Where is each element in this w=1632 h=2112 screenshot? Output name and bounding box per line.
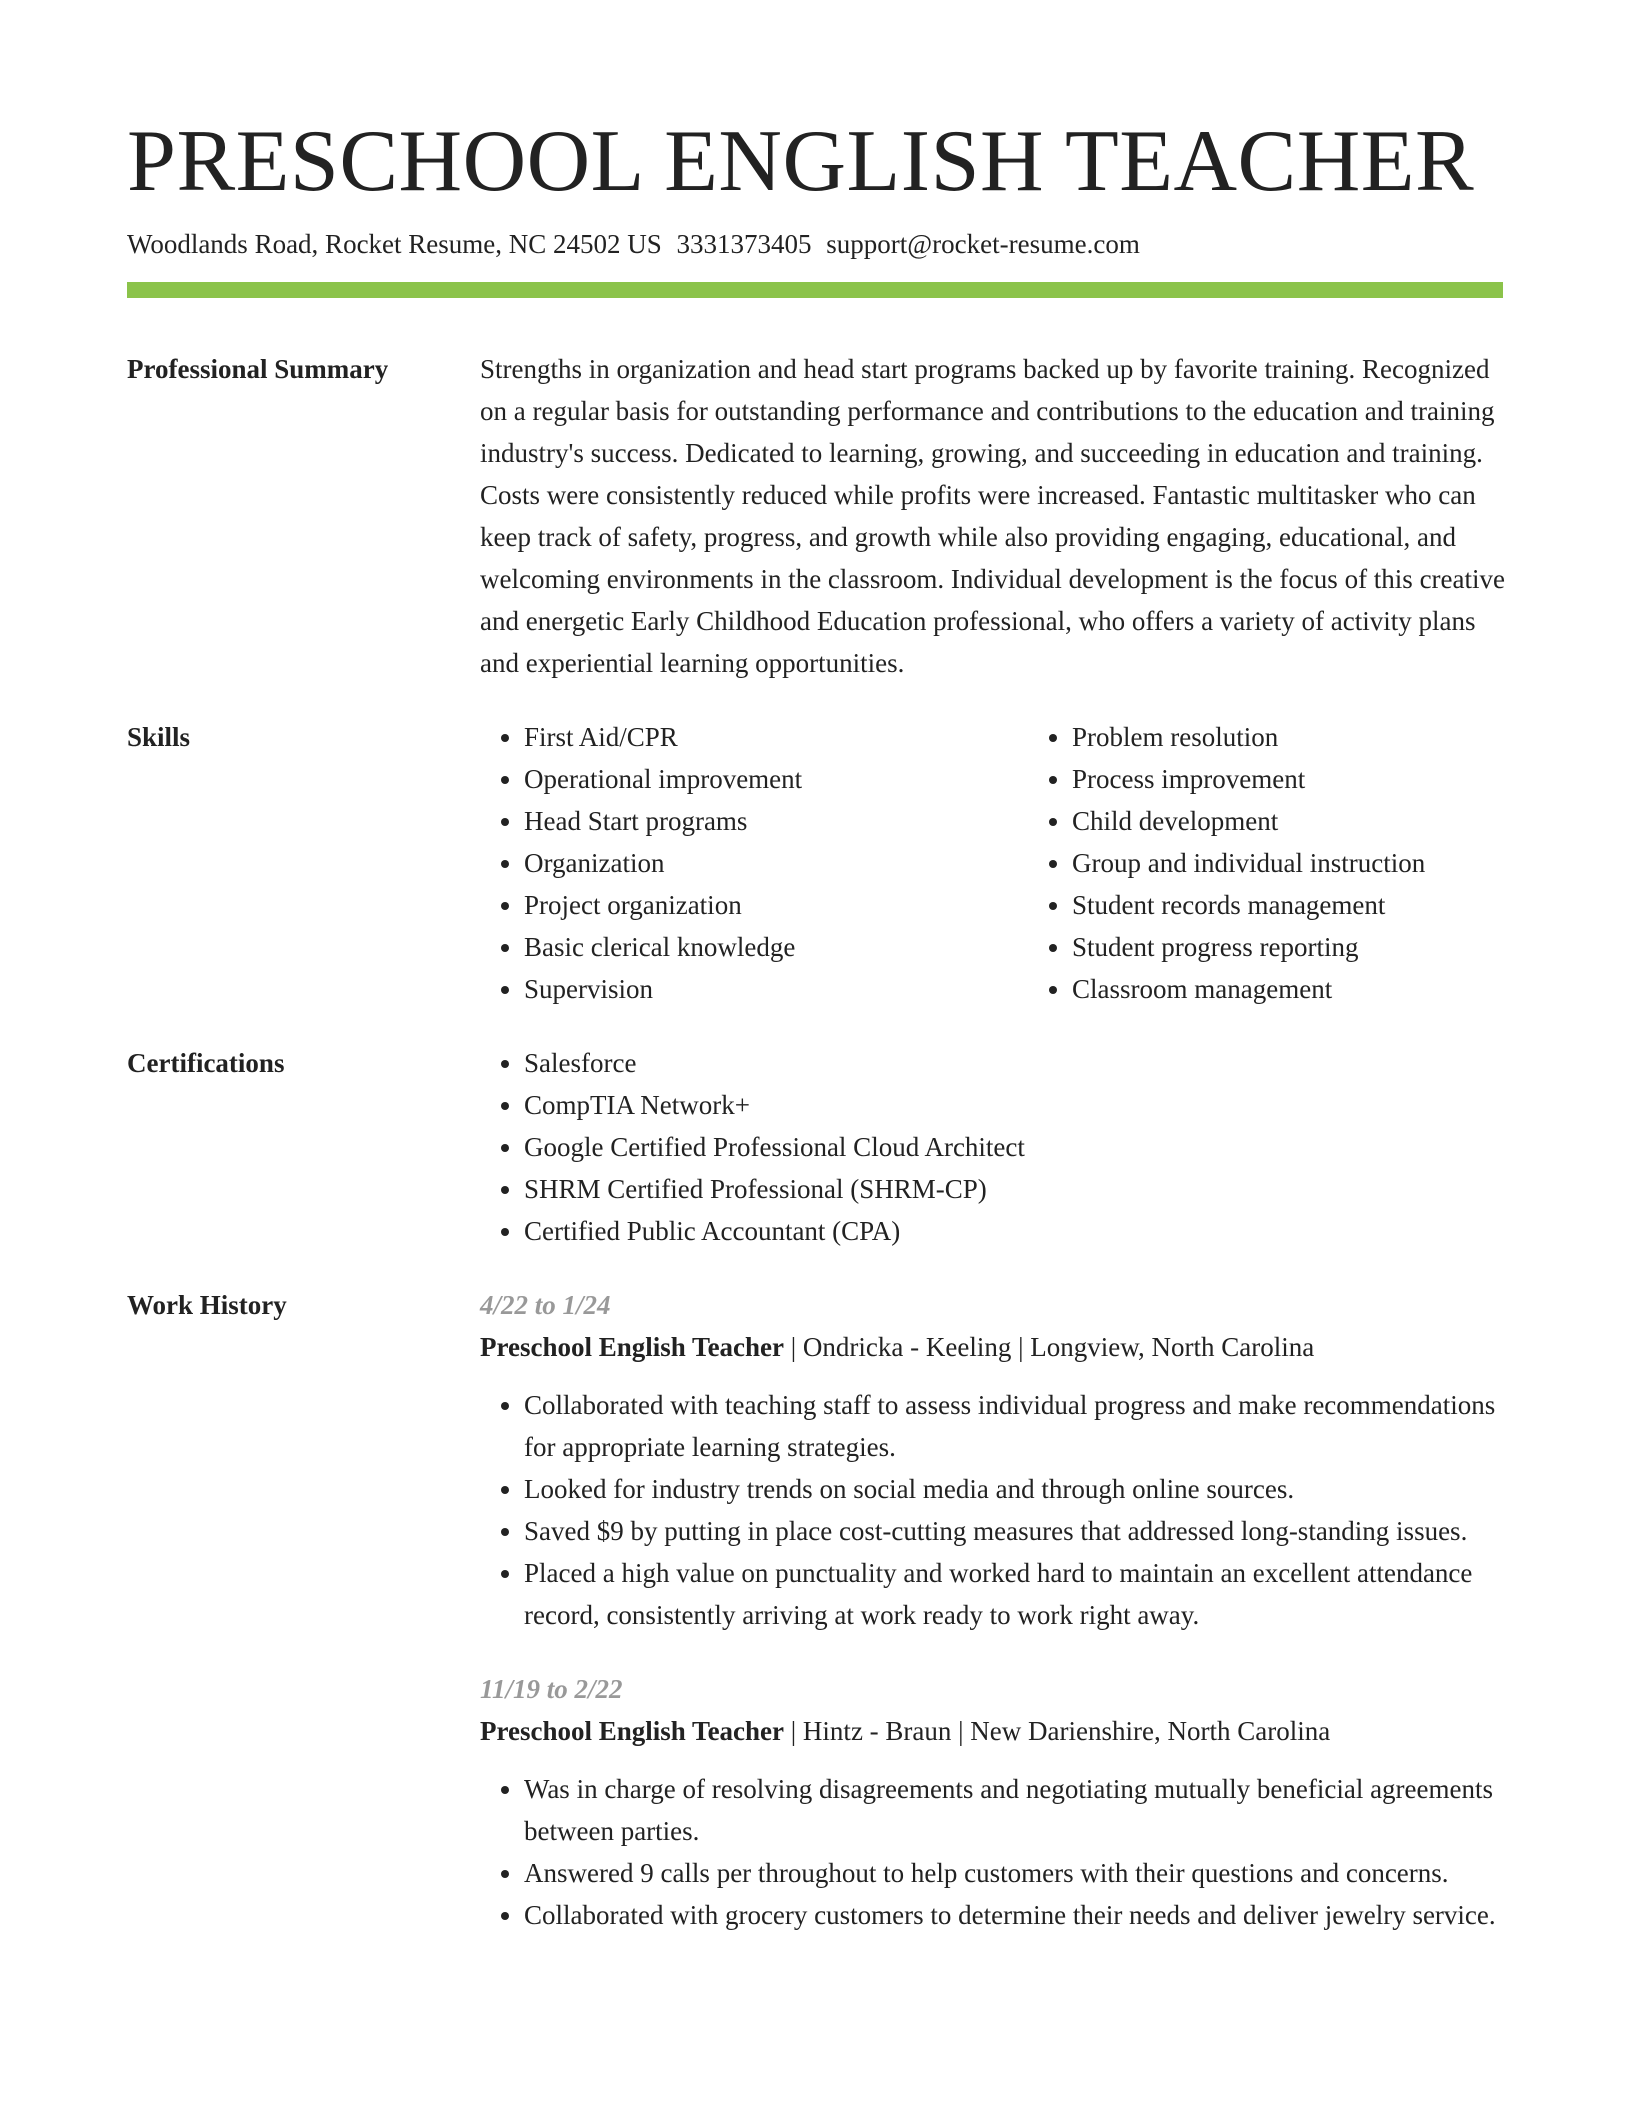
job-details: | Ondricka - Keeling | Longview, North Carolina	[784, 1332, 1315, 1363]
header-divider	[127, 282, 1503, 298]
skills-columns	[480, 716, 1576, 1010]
skill-item: • Process improvement	[1072, 758, 1576, 800]
resume-name: PRESCHOOL ENGLISH TEACHER	[127, 113, 1475, 210]
skill-item: • Student progress reporting	[1072, 926, 1576, 968]
skill-item: • Basic clerical knowledge	[524, 926, 1028, 968]
job-entry	[480, 1668, 1505, 1936]
certifications-section	[127, 1042, 1505, 1252]
job-bullet: • Collaborated with teaching staff to assess individual progress and make recommendations for appropriate learning strategies.	[524, 1384, 1505, 1468]
certifications-body	[480, 1042, 1505, 1252]
job-entry	[480, 1284, 1505, 1636]
skill-item: • Problem resolution	[1072, 716, 1576, 758]
skill-item: • Organization	[524, 842, 1028, 884]
skills-list-right	[1028, 716, 1576, 1010]
summary-label: Professional Summary	[127, 354, 389, 385]
certifications-list	[480, 1042, 1505, 1252]
job-heading	[480, 1710, 1505, 1752]
job-title: Preschool English Teacher	[480, 1332, 785, 1363]
job-bullet: • Placed a high value on punctuality and worked hard to maintain an excellent attendance record, consistently arriving at work ready to work right away.	[524, 1552, 1505, 1636]
skills-label: Skills	[127, 722, 191, 753]
contact-address: Woodlands Road, Rocket Resume, NC 24502 US	[127, 229, 662, 259]
job-bullet: • Collaborated with grocery customers to determine their needs and deliver jewelry service.	[524, 1894, 1505, 1936]
skill-item: • Group and individual instruction	[1072, 842, 1576, 884]
contact-phone: 3331373405	[676, 229, 812, 259]
skill-item: • Head Start programs	[524, 800, 1028, 842]
certification-item: • Google Certified Professional Cloud Architect	[524, 1126, 1505, 1168]
skill-item: • Supervision	[524, 968, 1028, 1010]
job-title: Preschool English Teacher	[480, 1716, 785, 1747]
job-heading	[480, 1326, 1505, 1368]
skills-list-left	[480, 716, 1028, 1010]
job-bullet: • Answered 9 calls per throughout to help customers with their questions and concerns.	[524, 1852, 1505, 1894]
contact-line	[127, 228, 1505, 260]
summary-section	[127, 348, 1505, 684]
skill-item: • Classroom management	[1072, 968, 1576, 1010]
contact-email: support@rocket-resume.com	[826, 229, 1140, 259]
certifications-label: Certifications	[127, 1048, 285, 1079]
work-history-label: Work History	[127, 1290, 287, 1321]
job-bullets	[480, 1384, 1505, 1636]
job-bullet: • Saved $9 by putting in place cost-cutting measures that addressed long-standing issues.	[524, 1510, 1505, 1552]
skill-item: • First Aid/CPR	[524, 716, 1028, 758]
job-bullets	[480, 1768, 1505, 1936]
certification-item: • SHRM Certified Professional (SHRM-CP)	[524, 1168, 1505, 1210]
job-dates: 11/19 to 2/22	[480, 1674, 623, 1705]
summary-text: Strengths in organization and head start programs backed up by favorite training. Recognized on a regular basis for outstanding performance and contributions to the education and training industry's success. Dedicated to learning, growing, and succeeding in education and training. Costs were consistently reduced while profits were increased. Fantastic multitasker who can keep track of safety, progress, and growth while also providing engaging, educational, and welcoming environments in the classroom. Individual development is the focus of this creative and energetic Early Childhood Education professional, who offers a variety of activity plans and experiential learning opportunities.	[480, 354, 1505, 679]
certification-item: • CompTIA Network+	[524, 1084, 1505, 1126]
job-bullet: • Was in charge of resolving disagreements and negotiating mutually beneficial agreements between parties.	[524, 1768, 1505, 1852]
work-history-body	[480, 1284, 1505, 1936]
skill-item: • Operational improvement	[524, 758, 1028, 800]
job-bullet: • Looked for industry trends on social media and through online sources.	[524, 1468, 1505, 1510]
certification-item: • Salesforce	[524, 1042, 1505, 1084]
work-history-section	[127, 1284, 1505, 1936]
certification-item: • Certified Public Accountant (CPA)	[524, 1210, 1505, 1252]
job-details: | Hintz - Braun | New Darienshire, North Carolina	[784, 1716, 1331, 1747]
skill-item: • Child development	[1072, 800, 1576, 842]
skill-item: • Student records management	[1072, 884, 1576, 926]
job-dates: 4/22 to 1/24	[480, 1290, 611, 1321]
skills-section	[127, 716, 1505, 1010]
skill-item: • Project organization	[524, 884, 1028, 926]
